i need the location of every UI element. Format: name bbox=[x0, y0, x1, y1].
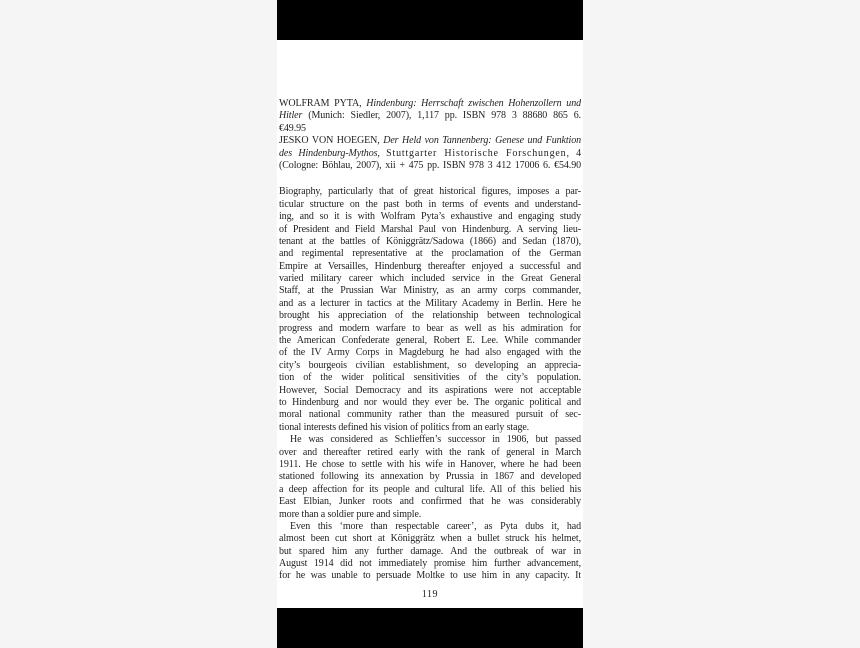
text-segment: over and thereafter retired early with the rank of general in March bbox=[279, 446, 581, 458]
work-title: Hitler bbox=[279, 110, 303, 122]
text-segment: and as a lecturer in tactics at the Military Academy in Berlin. Here he bbox=[279, 297, 581, 309]
text-line bbox=[279, 335, 581, 347]
text-segment: the American Confederate general, Robert E. Lee. While commander bbox=[279, 335, 581, 347]
text-line bbox=[279, 570, 581, 582]
text-line bbox=[279, 360, 581, 372]
text-line bbox=[279, 347, 581, 359]
text-segment: brought his appreciation of the relationship between technological bbox=[279, 310, 581, 322]
text-line bbox=[279, 385, 581, 397]
review-body bbox=[279, 186, 581, 583]
text-segment: of the IV Army Corps in Magdeburg he had also engaged with the bbox=[279, 347, 581, 359]
text-segment: Stuttgarter Historische Forschungen, bbox=[386, 147, 570, 159]
text-line bbox=[279, 285, 581, 297]
text-line bbox=[279, 261, 581, 273]
work-title: Hindenburg: Herrschaft zwischen Hohenzollern und bbox=[366, 98, 581, 109]
text-line bbox=[279, 484, 581, 496]
text-segment: JESKO VON HOEGEN, bbox=[279, 135, 384, 147]
reference-header bbox=[279, 98, 581, 172]
work-title: des Hindenburg-Mythos bbox=[279, 147, 378, 159]
text-segment: €49.95 bbox=[279, 122, 306, 134]
text-line bbox=[279, 521, 581, 533]
work-title: Der Held von Tannenberg: Genese und Funktion bbox=[383, 135, 581, 147]
text-line bbox=[279, 409, 581, 421]
text-segment: a deep affection for its people and cultural life. All of this belied his bbox=[279, 483, 581, 495]
text-line bbox=[279, 397, 581, 409]
text-segment: more than a soldier pure and simple. bbox=[279, 508, 422, 520]
text-segment: but spared him any further damage. And the outbreak of war in bbox=[279, 545, 581, 557]
text-segment: tional interests defined his vision of politics from an early stage. bbox=[279, 421, 530, 433]
text-segment: East Elbian, Junker roots and confirmed that he was considerably bbox=[279, 496, 581, 508]
text-segment: tenant at the battles of Königgrätz/Sadowa (1866) and Sedan (1870), bbox=[279, 235, 581, 247]
text-segment: (Cologne: Böhlau, 2007), xii + 475 pp. ISBN 978 3 412 17006 6. €54.90 bbox=[279, 159, 581, 171]
text-segment: moral national community rather than the measured pursuit of sec- bbox=[279, 409, 581, 421]
text-segment: progress and modern warfare to bear as well as his admiration for bbox=[279, 322, 581, 334]
text-line bbox=[279, 533, 581, 545]
text-line bbox=[279, 135, 581, 147]
text-line bbox=[279, 558, 581, 570]
text-segment: August 1914 did not immediately promise him further advancement, bbox=[279, 558, 581, 570]
text-segment: for he was unable to persuade Moltke to use him in any capacity. It bbox=[279, 570, 581, 582]
text-segment: Biography, particularly that of great historical figures, imposes a par- bbox=[279, 186, 581, 198]
text-line bbox=[279, 148, 581, 160]
text-line bbox=[279, 224, 581, 236]
text-line bbox=[279, 447, 581, 459]
text-segment: city’s bourgeois civilian establishment, so developing an apprecia- bbox=[279, 359, 581, 371]
text-line bbox=[279, 199, 581, 211]
text-segment: almost been cut short at Königgrätz when a bullet struck his helmet, bbox=[279, 533, 581, 545]
text-line bbox=[279, 434, 581, 446]
text-line bbox=[279, 98, 581, 110]
text-segment: (Munich: Siedler, 2007), 1,117 pp. ISBN 978 3 88680 865 6. bbox=[302, 110, 581, 122]
text-line bbox=[279, 471, 581, 483]
page-number: 119 bbox=[421, 588, 439, 600]
text-line bbox=[279, 310, 581, 322]
text-segment: WOLFRAM PYTA, bbox=[279, 98, 367, 109]
bottom-crop-bar bbox=[277, 608, 583, 648]
text-line bbox=[279, 459, 581, 471]
text-line bbox=[279, 298, 581, 310]
text-line bbox=[279, 186, 581, 198]
text-segment: 4 bbox=[569, 147, 581, 159]
text-line bbox=[279, 110, 581, 122]
top-crop-bar bbox=[277, 0, 583, 40]
text-line bbox=[279, 123, 581, 135]
text-line bbox=[279, 496, 581, 508]
text-segment: and regimental representative at the proclamation of the German bbox=[279, 248, 581, 260]
text-segment: ticular structure on the past both in terms of events and understand- bbox=[279, 198, 581, 210]
text-segment: However, Social Democracy and its aspirations were not acceptable bbox=[279, 384, 581, 396]
text-segment: of President and Field Marshal Paul von Hindenburg. A serving lieu- bbox=[279, 223, 581, 235]
text-segment: Staff, at the Prussian War Ministry, as an army corps commander, bbox=[279, 285, 581, 297]
text-line bbox=[279, 160, 581, 172]
text-segment: 1911. He chose to settle with his wife in Hanover, where he had been bbox=[279, 458, 581, 470]
text-line bbox=[279, 546, 581, 558]
text-line bbox=[279, 422, 581, 434]
text-line bbox=[279, 248, 581, 260]
text-line bbox=[279, 509, 581, 521]
text-segment: ing, and so it is with Wolfram Pyta’s exhaustive and engaging study bbox=[279, 211, 581, 223]
text-segment: Empire at Versailles, Hindenburg thereafter enjoyed a successful and bbox=[279, 260, 581, 272]
book-page bbox=[277, 40, 583, 608]
text-line bbox=[279, 236, 581, 248]
text-line bbox=[279, 323, 581, 335]
text-line bbox=[279, 372, 581, 384]
text-line bbox=[279, 273, 581, 285]
text-segment: , bbox=[377, 147, 387, 159]
text-segment: to Hindenburg and nor would they ever be. The organic political and bbox=[279, 396, 581, 408]
text-segment: varied military career which included service in the Great General bbox=[279, 273, 581, 285]
text-line bbox=[279, 211, 581, 223]
text-segment: tion of the wider political sensitivities of the city’s population. bbox=[279, 372, 581, 384]
text-segment: He was considered as Schlieffen’s successor in 1906, but passed bbox=[290, 434, 581, 446]
text-segment: stationed following its annexation by Prussia in 1867 and developed bbox=[279, 471, 581, 483]
text-segment: Even this ‘more than respectable career’, as Pyta dubs it, had bbox=[290, 520, 581, 532]
